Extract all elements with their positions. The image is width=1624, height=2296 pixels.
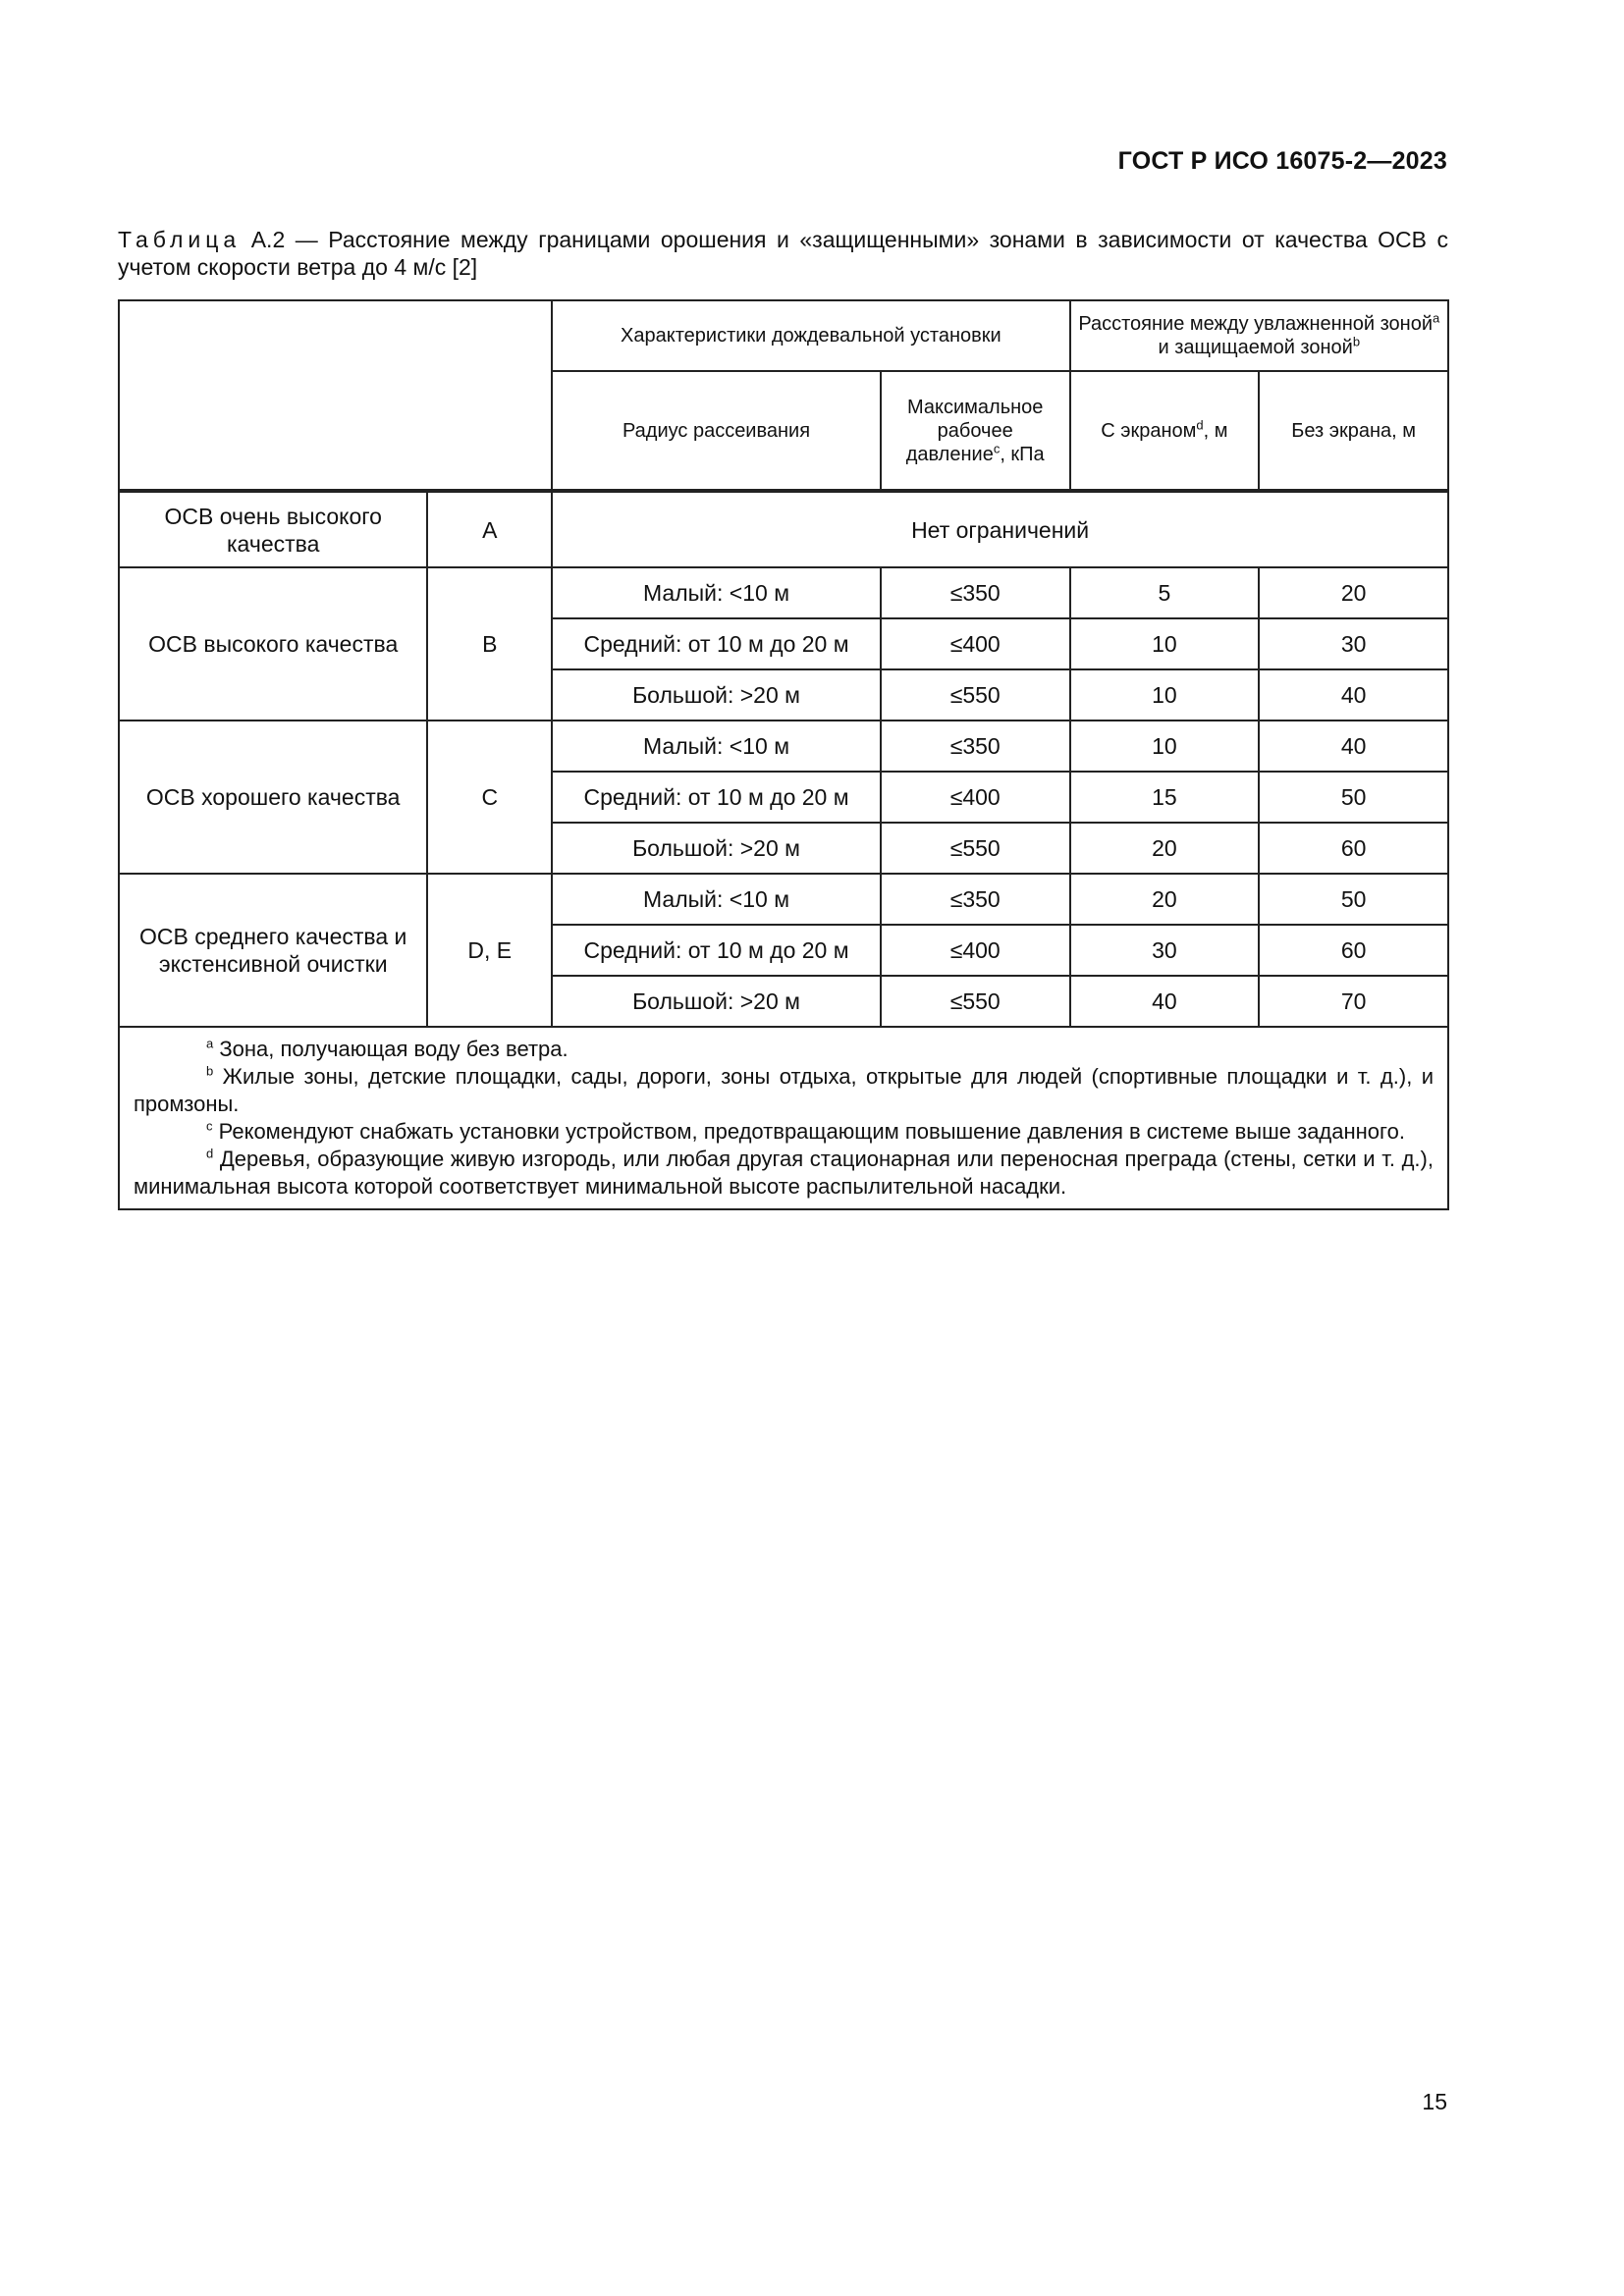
footnote-text: Деревья, образующие живую изгородь, или любая другая стационарная или переносная преграда (стены, сетки и т. д.), минимальная высота которой соответствует минимальной высоте распылительной насадки. [134, 1147, 1434, 1199]
footnote-ref-a: a [1433, 310, 1440, 326]
header-group-distance-text: Расстояние между увлажненной зоной [1078, 313, 1434, 335]
header-pressure [881, 371, 1070, 491]
footnote-mark: a [206, 1036, 214, 1051]
class-cell: A [427, 491, 552, 567]
screen-cell: 40 [1070, 976, 1260, 1027]
table-row-class-a [119, 491, 1448, 567]
screen-cell: 5 [1070, 567, 1260, 618]
footnotes-cell [119, 1027, 1448, 1209]
footnote-mark: c [206, 1118, 213, 1134]
quality-cell: ОСВ среднего качества и экстенсивной очистки [119, 874, 427, 1027]
footnote-mark: d [206, 1146, 214, 1161]
footnote-a [134, 1036, 1434, 1063]
header-group-installation: Характеристики дождевальной установки [552, 300, 1069, 371]
table-row [119, 874, 1448, 925]
caption-text: А.2 — Расстояние между границами орошения и «защищенными» зонами в зависимости от качества ОСВ с учетом скорости ветра до 4 м/с [2] [118, 227, 1449, 280]
header-pressure-text: Максимальное рабочее давление [905, 396, 1044, 465]
screen-cell: 10 [1070, 618, 1260, 669]
footnote-b [134, 1063, 1434, 1118]
screen-cell: 20 [1070, 823, 1260, 874]
pressure-cell: ≤400 [881, 925, 1070, 976]
header-empty-cell [119, 300, 552, 491]
radius-cell: Малый: <10 м [552, 874, 881, 925]
header-group-distance [1070, 300, 1448, 371]
footnotes-row [119, 1027, 1448, 1209]
header-radius: Радиус рассеивания [552, 371, 881, 491]
class-cell: D, E [427, 874, 552, 1027]
footnote-text: Жилые зоны, детские площадки, сады, дороги, зоны отдыха, открытые для людей (спортивные площадки и т. д.), и промзоны. [134, 1064, 1434, 1116]
header-pressure-unit: , кПа [1000, 443, 1045, 465]
footnote-ref-b: b [1352, 334, 1361, 349]
screen-cell: 10 [1070, 669, 1260, 721]
screen-cell: 30 [1070, 925, 1260, 976]
noscreen-cell: 30 [1259, 618, 1448, 669]
header-row-1 [119, 300, 1448, 371]
header-without-screen: Без экрана, м [1259, 371, 1448, 491]
pressure-cell: ≤350 [881, 721, 1070, 772]
noscreen-cell: 60 [1259, 823, 1448, 874]
pressure-cell: ≤550 [881, 669, 1070, 721]
noscreen-cell: 50 [1259, 772, 1448, 823]
footnote-text: Зона, получающая воду без ветра. [219, 1037, 568, 1061]
quality-cell: ОСВ хорошего качества [119, 721, 427, 874]
document-code: ГОСТ Р ИСО 16075-2—2023 [1117, 147, 1447, 175]
header-with-screen-unit: , м [1203, 419, 1228, 442]
pressure-cell: ≤550 [881, 976, 1070, 1027]
radius-cell: Средний: от 10 м до 20 м [552, 618, 881, 669]
footnote-text: Рекомендуют снабжать установки устройством, предотвращающим повышение давления в системе выше заданного. [218, 1119, 1405, 1144]
screen-cell: 15 [1070, 772, 1260, 823]
noscreen-cell: 40 [1259, 669, 1448, 721]
noscreen-cell: 50 [1259, 874, 1448, 925]
header-group-distance-text-2: и защищаемой зоной [1158, 337, 1353, 358]
table-caption [118, 226, 1448, 281]
caption-label: Таблица [118, 227, 242, 252]
table-row [119, 567, 1448, 618]
class-cell: C [427, 721, 552, 874]
header-with-screen [1070, 371, 1260, 491]
noscreen-cell: 60 [1259, 925, 1448, 976]
pressure-cell: ≤400 [881, 618, 1070, 669]
pressure-cell: ≤550 [881, 823, 1070, 874]
pressure-cell: ≤350 [881, 567, 1070, 618]
header-with-screen-text: С экраном [1101, 419, 1197, 442]
table-row [119, 721, 1448, 772]
no-restrictions-cell: Нет ограничений [552, 491, 1448, 567]
footnote-d [134, 1146, 1434, 1201]
noscreen-cell: 70 [1259, 976, 1448, 1027]
radius-cell: Малый: <10 м [552, 721, 881, 772]
footnote-ref-d: d [1196, 416, 1204, 432]
footnote-c [134, 1118, 1434, 1146]
radius-cell: Малый: <10 м [552, 567, 881, 618]
pressure-cell: ≤350 [881, 874, 1070, 925]
quality-cell: ОСВ высокого качества [119, 567, 427, 721]
radius-cell: Средний: от 10 м до 20 м [552, 925, 881, 976]
pressure-cell: ≤400 [881, 772, 1070, 823]
footnote-mark: b [206, 1063, 214, 1079]
footnote-ref-c: c [993, 440, 1001, 455]
screen-cell: 20 [1070, 874, 1260, 925]
distance-table [118, 299, 1449, 1210]
radius-cell: Средний: от 10 м до 20 м [552, 772, 881, 823]
noscreen-cell: 40 [1259, 721, 1448, 772]
quality-cell: ОСВ очень высокого качества [119, 491, 427, 567]
radius-cell: Большой: >20 м [552, 669, 881, 721]
screen-cell: 10 [1070, 721, 1260, 772]
class-cell: B [427, 567, 552, 721]
radius-cell: Большой: >20 м [552, 976, 881, 1027]
radius-cell: Большой: >20 м [552, 823, 881, 874]
noscreen-cell: 20 [1259, 567, 1448, 618]
page-number: 15 [1422, 2089, 1447, 2114]
